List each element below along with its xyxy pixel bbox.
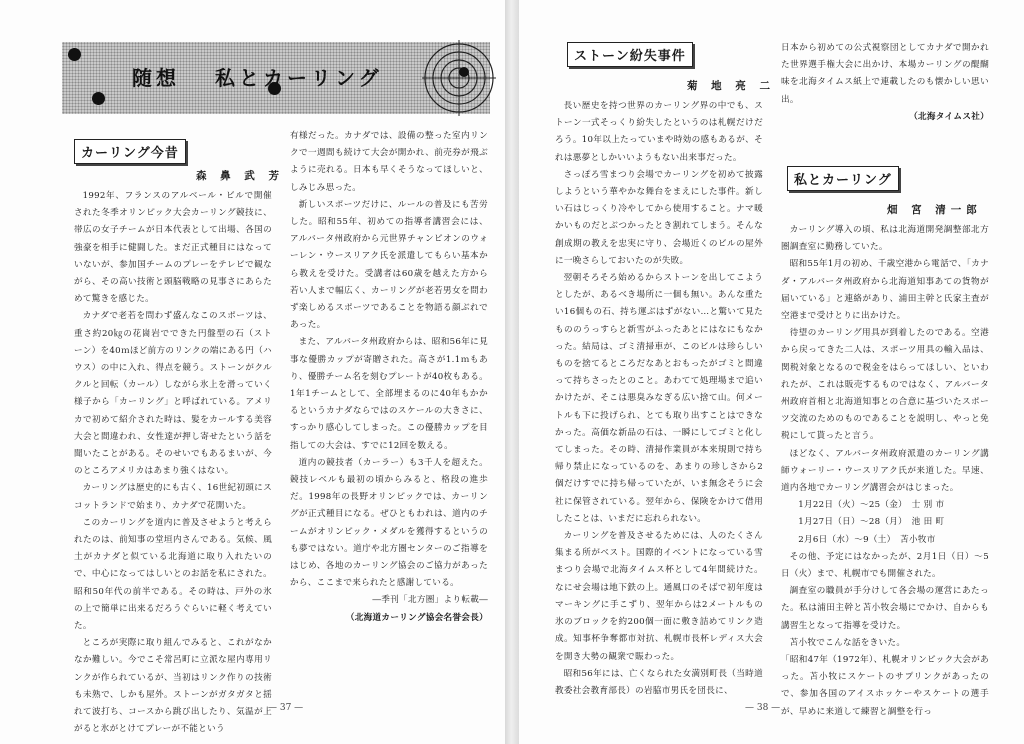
author-name: 菊 地 亮 二 [687, 80, 775, 92]
schedule-item: 1月22日（火）～25（金） 士 別 市 [798, 500, 945, 511]
page-number: — 37 — [268, 703, 304, 713]
section-title: ストーン紛失事件 [567, 42, 693, 67]
paragraph: ほどなく、アルバータ州政府派遣のカーリング講師ウォーリー・ウースリアク氏が来道した。早速、道内各地でカーリング講習会がはじまった。 [781, 448, 989, 494]
paragraph: カナダで老若を問わず盛んなこのスポーツは、重さ約20㎏の花崗岩でできた円盤型の石（ストーン）を40ｍほど前方のリンクの端にある円（ハウス）の中に入れ、得点を競う。ストーンがクルクルと回転（カール）しながら氷上を滑っていく様子から「カーリング」と呼ばれている。アメリカで初めて紹介された時は、髪をカールする美容大会と間違われ、女性達が押し寄せたという話を聞いたことがある。そのせいでもあるまいが、今のところアメリカはあまり強くはない。 [74, 311, 272, 477]
stone-dot [92, 92, 105, 105]
paragraph: 昭和55年1月の初め、千歳空港から電話で、「カナダ・アルバータ州政府から北海道知事あての貨物が届いている」と連絡があり、浦田主幹と氏家主査が空港まで受けとりに出かけた。 [781, 259, 989, 322]
paragraph: ところが実際に取り組んでみると、これがなかなか難しい。今でこそ常呂町に立派な屋内専用リンクが作られているが、当初はリンク作りの技術も未熟で、しかも屋外。ストーンがガタガタと揺れて波打ち、コースから跳び出したり、気温が上がると氷がとけてプレーが不能という [74, 638, 272, 735]
banner-title: 随想 私とカーリング [132, 66, 383, 90]
author-name: 森 鼻 武 芳 [196, 170, 284, 182]
author-affiliation: （北海タイムス社） [909, 111, 989, 122]
schedule-item: 1月27日（日）～28（月） 池 田 町 [798, 517, 945, 528]
section-title: 私とカーリング [787, 166, 899, 191]
source-note: ―季刊「北方圏」より転載― [372, 595, 488, 606]
paragraph: このカーリングを道内に普及させようと考えられたのは、前知事の堂垣内さんである。気候、風土がカナダと似ている北海道に取り入れたいので、中心になってはしいとのお話を私にされた。昭和50年代の前半である。その時は、戸外の氷の上で簡単に出来るだろうぐらいに軽く考えていた。 [74, 517, 272, 632]
page-number: — 38 — [745, 703, 781, 713]
paragraph: カーリング導入の頃、私は北海道開発調整部北方圏調査室に勤務していた。 [781, 225, 989, 253]
essay-banner [62, 42, 490, 114]
text-column-left [74, 188, 272, 735]
text-column-right [290, 128, 488, 623]
book-gutter [505, 0, 519, 744]
text-column-left [555, 98, 763, 700]
paragraph: 新しいスポーツだけに、ルールの普及にも苦労した。昭和55年、初めての指導者講習会には、アルバータ州政府から元世界チャンピオンのウォーレン・ウースリアク氏を派遣してもらい基本から教えを受けた。受講者は60歳を越えた方から若い人まで幅広く、カーリングが老若男女を問わず楽しめるスポーツであることを物語る顔ぶれであった。 [290, 199, 488, 331]
paragraph: 1992年、フランスのアルベール・ビルで開催された冬季オリンピック大会カーリング競技に、帯広の女子チームが日本代表として出場、各国の強豪を相手に健闘した。まだ正式種目にはなっていないが、参加国チームのプレーをテレビで観ながら、その高い技術と頭脳戦略の見事さにあらためて驚きを感じた。 [74, 191, 272, 305]
target-icon [422, 40, 496, 116]
paragraph: その他、予定にはなかったが、2月1日（日）～5日（火）まで、札幌市でも開催された。 [781, 551, 989, 580]
text-column-right-top [781, 40, 989, 124]
paragraph: 道内の競技者（カーラー）も3千人を超えた。競技レベルも最初の頃からみると、格段の進歩だ。1998年の長野オリンピックでは、カーリングが正式種目になる。ぜひともわれは、道内のチームがオリンピック・メダルを獲得するというのも夢ではない。道庁や北方圏センターのご指導をはじめ、各地のカーリング協会のご協力があったから、ここまで来られたと感謝している。 [290, 457, 488, 589]
paragraph: 日本から初めての公式視察団としてカナダで開かれた世界選手権大会に出かけ、本場カーリングの醍醐味を北海タイムス紙上で連載したのも懐かしい思い出。 [781, 43, 989, 105]
paragraph: 苫小牧でこんな話をきいた。 [789, 637, 906, 648]
paragraph: 有様だった。カナダでは、設備の整った室内リンクで一週間も続けて大会が開かれ、前売券が飛ぶように売れる。日本も早くそうなってほしいと、しみじみ思った。 [290, 131, 488, 193]
paragraph: 調査室の職員が手分けして各会場の運営にあたった。私は浦田主幹と苫小牧会場にでかけ、自からも講習生となって指導を受けた。 [781, 586, 989, 631]
section-title: カーリング今昔 [74, 139, 186, 164]
author-affiliation: （北海道カーリング協会名誉会長） [345, 612, 488, 623]
paragraph: 昭和56年には、亡くなられた女満別町長（当時道教委社会教育部長）の岩脇市男氏を団長に、 [555, 668, 763, 696]
page-38 [519, 0, 1024, 744]
author-name: 畑 宮 清一郎 [887, 204, 982, 216]
paragraph: 長い歴史を持つ世界のカーリング界の中でも、ストーン一式そっくり紛失したというのは札幌だけだろう。10年以上たっていまや時効の感もあるが、それは悪夢としかいいようもない出来事だった。 [555, 101, 763, 163]
paragraph: 待望のカーリング用具が到着したのである。空港から戻ってきた二人は、スポーツ用具の輸入品は、関税対象となるので税金をはらってほしい、といわれたが、これは販売するものではなく、アルバータ州政府首相と北海道知事との合意に基づいたスポーツ交流のためのものであることを説明し、やっと免税にして貰ったと言う。 [781, 328, 989, 442]
paragraph: カーリングを普及させるためには、人のたくさん集まる所がベスト。国際的イベントになっている雪まつり会場で北海タイムス杯として4年間続けた。なにせ会場は地下鉄の上。通風口のそばで初年度はマーキングに手こずり、翌年からは2メートルもの氷のブロックを約200個一面に敷き詰めてリンク造成。知事杯争奪都市対抗、札幌市長杯レディス大会を開き大勢の観衆で賑わった。 [555, 531, 763, 662]
paragraph: さっぽろ雪まつり会場でカーリングを初めて披露しようという華やかな舞台をまえにした事件。新しい石はじっくり冷やしてから使用すること。ナマ暖かいものだとぶつかったとき割れてしまう。そんな創成期の教えを忠実に守り、会場近くのビルの屋外に一晩さらしておいたのが失敗。 [555, 169, 763, 266]
paragraph: 「昭和47年（1972年）、札幌オリンピック大会があった。苫小牧にスケートのサプリンクがあったので、参加各国のアイスホッケーやスケートの選手が、早めに来道して練習と調整を行っ [781, 655, 989, 717]
stone-dot [68, 48, 81, 61]
paragraph: カーリングは歴史的にも古く、16世紀初頭にスコットランドで始まり、カナダで花開いた。 [74, 483, 272, 511]
page-37 [0, 0, 505, 744]
paragraph: 翌朝そろそろ始めるからストーンを出してこようとしたが、あるべき場所に一個も無い。あんな重たい16個もの石、持ち運ぶはずがない…と驚いて見たもののうっすらと新雪がふったあとにはなにもなかった。結局は、ゴミ清掃車が、このビルは珍らしいものを捨てるところだなあとおもったがゴミと間違って持ちさったとのこと。あわてて処理場まで追いかけたが、そこは悪臭みなぎる広い捨て山。何メートルも下に投げられ、とても取り出すことはできなかった。高価な新品の石は、一瞬にしてゴミと化してしまった。その時、清掃作業員が本来規則で持ち帰り禁止になっているのを、あまりの珍しさから2個だけすでに持ち帰っていたが、いま無念そうに会社に保管されている。翌年から、保険をかけて借用したことは、いまだに忘れられない。 [555, 273, 763, 524]
text-column-right [781, 222, 989, 717]
paragraph: また、アルバータ州政府からは、昭和56年に見事な優勝カップが寄贈された。高さが1.1ｍもあり、優勝チーム名を刻むプレートが40枚もある。1年1チームとして、全部埋まるのに40年もかかるというカナダならではのスケールの大きさに、すっかり感心してしまった。この優勝カップを目指しての大会は、すでに12回を数える。 [290, 337, 488, 451]
schedule-item: 2月6日（水）～9（土） 苫小牧市 [798, 534, 936, 545]
